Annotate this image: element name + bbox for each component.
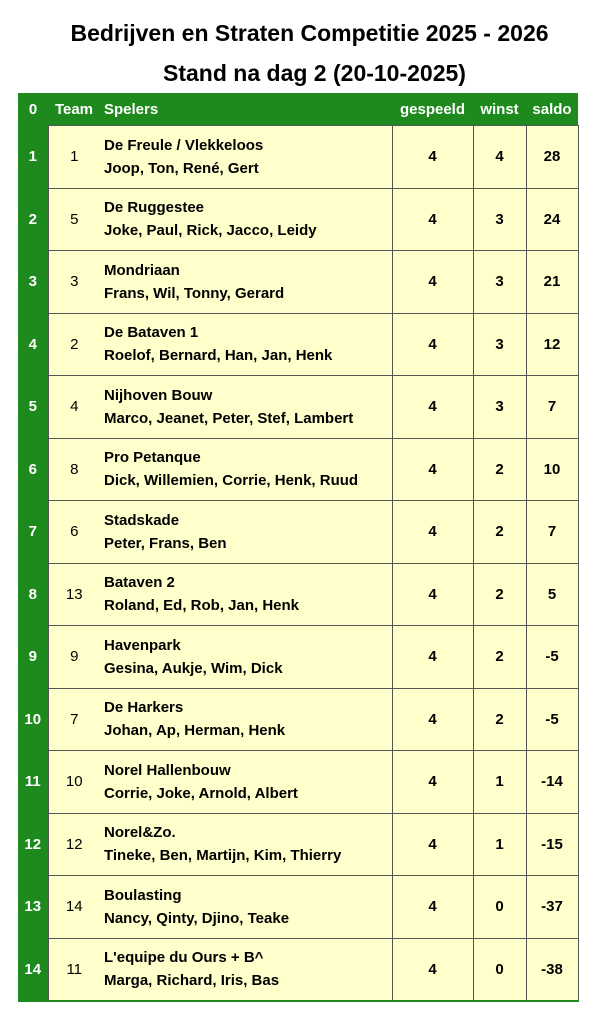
played-cell: 4	[392, 501, 473, 564]
team-name: Pro Petanque	[104, 449, 201, 467]
played-cell: 4	[392, 938, 473, 1001]
wins-cell: 2	[473, 563, 526, 626]
team-cell	[100, 376, 392, 439]
team-number: 6	[48, 501, 100, 564]
balance-cell: -15	[526, 813, 578, 876]
balance-cell: 12	[526, 313, 578, 376]
table-row	[18, 438, 578, 501]
team-number: 9	[48, 626, 100, 689]
team-players: Joop, Ton, René, Gert	[104, 159, 259, 177]
team-number: 11	[48, 938, 100, 1001]
balance-cell: 10	[526, 438, 578, 501]
team-name: L'equipe du Ours + B^	[104, 949, 264, 967]
team-players: Marga, Richard, Iris, Bas	[104, 972, 280, 990]
team-cell	[100, 251, 392, 314]
rank-cell: 3	[18, 251, 48, 314]
rank-cell: 8	[18, 563, 48, 626]
team-players: Nancy, Qinty, Djino, Teake	[104, 909, 290, 927]
team-players: Johan, Ap, Herman, Henk	[104, 722, 286, 740]
team-players: Roland, Ed, Rob, Jan, Henk	[104, 597, 300, 615]
team-cell	[100, 501, 392, 564]
table-row	[18, 751, 578, 814]
team-name: Norel&Zo.	[104, 824, 176, 842]
team-players: Frans, Wil, Tonny, Gerard	[104, 284, 285, 302]
rank-cell: 4	[18, 313, 48, 376]
wins-cell: 0	[473, 938, 526, 1001]
rank-cell: 13	[18, 876, 48, 939]
table-row	[18, 938, 578, 1001]
rank-cell: 14	[18, 938, 48, 1001]
balance-cell: 5	[526, 563, 578, 626]
rank-cell: 5	[18, 376, 48, 439]
team-name: De Freule / Vlekkeloos	[104, 136, 264, 154]
team-name: Havenpark	[104, 636, 181, 654]
table-row	[18, 626, 578, 689]
wins-cell: 2	[473, 501, 526, 564]
rank-cell: 12	[18, 813, 48, 876]
table-row	[18, 688, 578, 751]
team-name: Nijhoven Bouw	[104, 386, 213, 404]
team-name: De Ruggestee	[104, 199, 205, 217]
balance-cell: -38	[526, 938, 578, 1001]
team-number: 1	[48, 126, 100, 189]
rank-cell: 7	[18, 501, 48, 564]
wins-cell: 2	[473, 688, 526, 751]
balance-cell: -5	[526, 688, 578, 751]
played-cell: 4	[392, 376, 473, 439]
rank-cell: 10	[18, 688, 48, 751]
team-name: De Harkers	[104, 699, 184, 717]
team-number: 2	[48, 313, 100, 376]
played-cell: 4	[392, 438, 473, 501]
table-row	[18, 251, 578, 314]
balance-cell: 28	[526, 126, 578, 189]
table-row	[18, 376, 578, 439]
played-cell: 4	[392, 563, 473, 626]
table-row	[18, 813, 578, 876]
played-cell: 4	[392, 188, 473, 251]
table-row	[18, 563, 578, 626]
team-players: Gesina, Aukje, Wim, Dick	[104, 659, 283, 677]
wins-cell: 4	[473, 126, 526, 189]
team-name: De Bataven 1	[104, 324, 199, 342]
standings-table	[18, 93, 579, 1002]
played-cell: 4	[392, 751, 473, 814]
rank-cell: 1	[18, 126, 48, 189]
played-cell: 4	[392, 813, 473, 876]
team-name: Norel Hallenbouw	[104, 761, 231, 779]
team-name: Stadskade	[104, 511, 180, 529]
rank-cell: 11	[18, 751, 48, 814]
played-cell: 4	[392, 626, 473, 689]
header-team: Team	[48, 93, 100, 126]
table-row	[18, 188, 578, 251]
balance-cell: 24	[526, 188, 578, 251]
header-players: Spelers	[100, 93, 392, 126]
team-cell	[100, 626, 392, 689]
header-wins: winst	[473, 93, 526, 126]
team-players: Roelof, Bernard, Han, Jan, Henk	[104, 347, 333, 365]
wins-cell: 2	[473, 438, 526, 501]
wins-cell: 2	[473, 626, 526, 689]
team-cell	[100, 313, 392, 376]
team-number: 4	[48, 376, 100, 439]
wins-cell: 3	[473, 251, 526, 314]
header-played: gespeeld	[392, 93, 473, 126]
team-number: 8	[48, 438, 100, 501]
team-cell	[100, 688, 392, 751]
balance-cell: 7	[526, 501, 578, 564]
played-cell: 4	[392, 876, 473, 939]
balance-cell: -5	[526, 626, 578, 689]
team-players: Dick, Willemien, Corrie, Henk, Ruud	[104, 472, 359, 490]
team-number: 13	[48, 563, 100, 626]
wins-cell: 3	[473, 313, 526, 376]
balance-cell: 7	[526, 376, 578, 439]
team-players: Marco, Jeanet, Peter, Stef, Lambert	[104, 409, 354, 427]
team-number: 10	[48, 751, 100, 814]
played-cell: 4	[392, 251, 473, 314]
wins-cell: 1	[473, 751, 526, 814]
rank-cell: 9	[18, 626, 48, 689]
standings-body	[18, 126, 578, 1002]
team-number: 12	[48, 813, 100, 876]
table-row	[18, 126, 578, 189]
team-number: 7	[48, 688, 100, 751]
wins-cell: 3	[473, 188, 526, 251]
played-cell: 4	[392, 313, 473, 376]
team-cell	[100, 751, 392, 814]
team-players: Peter, Frans, Ben	[104, 534, 227, 552]
page-subtitle: Stand na dag 2 (20-10-2025)	[163, 60, 466, 86]
team-cell	[100, 876, 392, 939]
team-cell	[100, 126, 392, 189]
team-number: 14	[48, 876, 100, 939]
team-cell	[100, 563, 392, 626]
played-cell: 4	[392, 126, 473, 189]
team-players: Corrie, Joke, Arnold, Albert	[104, 784, 298, 802]
team-cell	[100, 813, 392, 876]
team-players: Tineke, Ben, Martijn, Kim, Thierry	[104, 847, 342, 865]
header-row	[18, 93, 578, 126]
wins-cell: 0	[473, 876, 526, 939]
team-name: Boulasting	[104, 886, 182, 904]
team-number: 3	[48, 251, 100, 314]
table-row	[18, 501, 578, 564]
balance-cell: -37	[526, 876, 578, 939]
rank-cell: 2	[18, 188, 48, 251]
wins-cell: 1	[473, 813, 526, 876]
wins-cell: 3	[473, 376, 526, 439]
team-number: 5	[48, 188, 100, 251]
team-cell	[100, 438, 392, 501]
team-cell	[100, 188, 392, 251]
header-rank: 0	[18, 93, 48, 126]
balance-cell: 21	[526, 251, 578, 314]
played-cell: 4	[392, 688, 473, 751]
table-row	[18, 313, 578, 376]
rank-cell: 6	[18, 438, 48, 501]
table-row	[18, 876, 578, 939]
team-cell	[100, 938, 392, 1001]
team-name: Bataven 2	[104, 574, 175, 592]
team-players: Joke, Paul, Rick, Jacco, Leidy	[104, 222, 317, 240]
header-balance: saldo	[526, 93, 578, 126]
page-title: Bedrijven en Straten Competitie 2025 - 2026	[70, 20, 549, 46]
team-name: Mondriaan	[104, 261, 180, 279]
balance-cell: -14	[526, 751, 578, 814]
